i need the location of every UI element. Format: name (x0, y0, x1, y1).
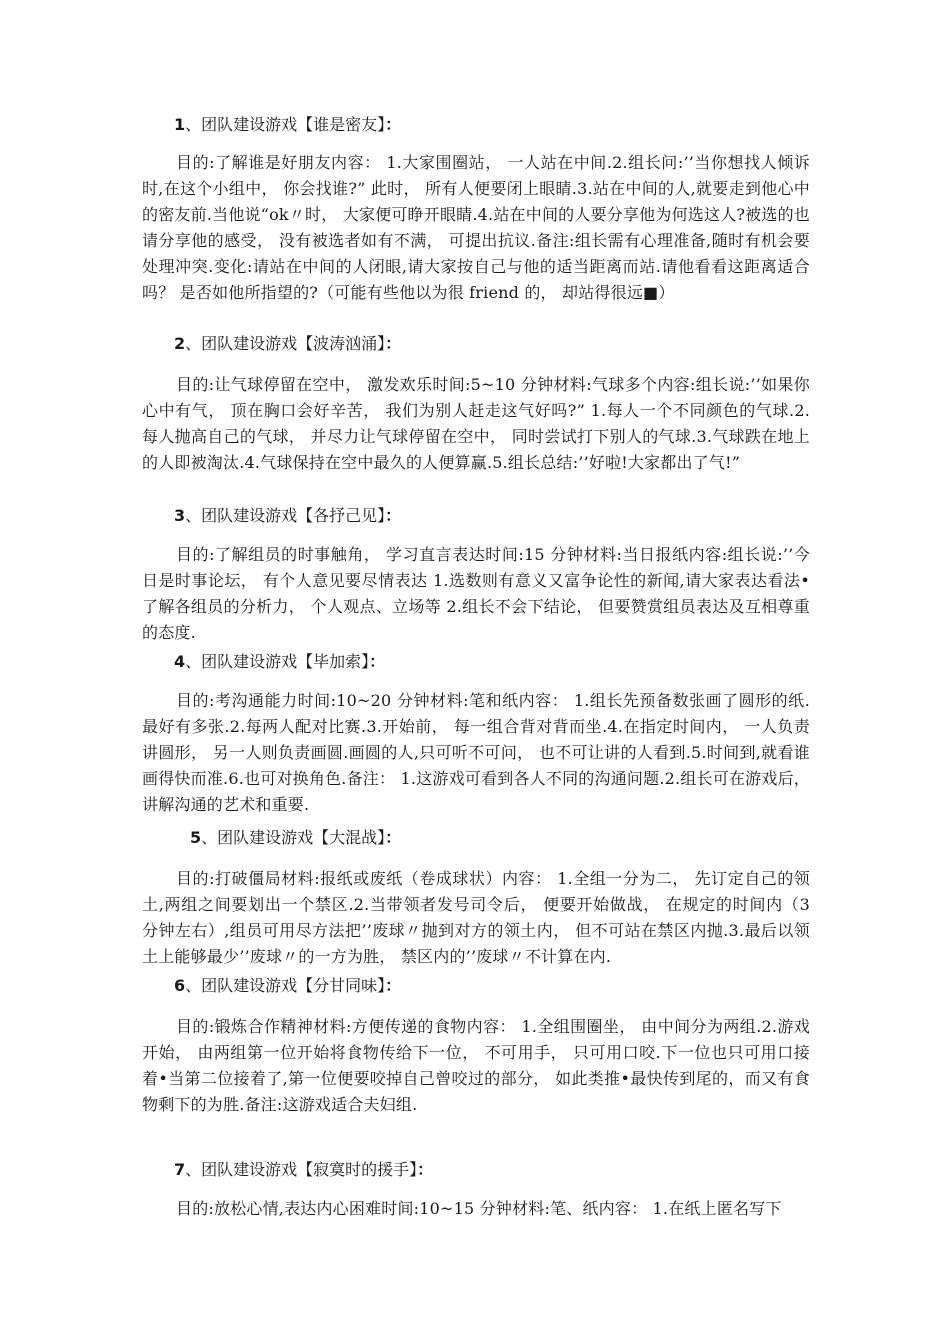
section-4-body: 目的:考沟通能力时间:10~20 分钟材料:笔和纸内容： 1.组长先预备数张画了圆形的纸.最好有多张.2.每两人配对比赛.3.开始前， 每一组合背对背而坐.4.在指定时间内， 一人负责讲圆形， 另一人则负责画圆.画圆的人,只可听不可问， 也不可让讲的人看到.5.时间到,就看谁画得快而准.6.也可对换角色.备注： 1.这游戏可看到各人不同的沟通问题.2.组长可在游戏后， 讲解沟通的艺术和重要. (142, 691, 810, 814)
section-3-heading: 3、团队建设游戏【各抒己见】： (174, 506, 402, 525)
section-3-body: 目的:了解组员的时事触角， 学习直言表达时间:15 分钟材料:当日报纸内容:组长说:’’今日是时事论坛， 有个人意见要尽情表达 1.选数则有意义又富争论性的新闻,请大家表达看法•了解各组员的分析力， 个人观点、立场等 2.组长不会下结论， 但要赞赏组员表达及互相尊重的态度. (142, 545, 810, 642)
section-number: 3 (174, 506, 186, 525)
section-1-body: 目的:了解谁是好朋友内容： 1.大家围圈站， 一人站在中间.2.组长问:’’当你想找人倾诉时,在这个小组中， 你会找谁?” 此时， 所有人便要闭上眼睛.3.站在中间的人,就要走到他心中的密友前.当他说“ok〃时， 大家便可睁开眼睛.4.站在中间的人要分享他为何选这人?被选的也请分享他的感受， 没有被选者如有不满， 可提出抗议.备注:组长需有心理准备,随时有机会要处理冲突.变化:请站在中间的人闭眼,请大家按自己与他的适当距离而站.请他看看这距离适合吗？ 是否如他所指望的?（可能有些他以为很 friend 的， 却站得很远■） (142, 153, 810, 302)
section-number: 1 (174, 115, 186, 134)
section-5-heading: 5、团队建设游戏【大混战】： (190, 828, 402, 847)
section-number: 4 (174, 652, 186, 671)
section-6-heading: 6、团队建设游戏【分甘同味】： (174, 976, 402, 995)
section-7-body: 目的:放松心情,表达内心困难时间:10~15 分钟材料:笔、纸内容： 1.在纸上匿名写下 (176, 1199, 782, 1218)
section-title: 、团队建设游戏【毕加索】 (185, 652, 370, 671)
section-title: 、团队建设游戏【寂寞时的援手】 (185, 1160, 418, 1179)
section-title: 、团队建设游戏【谁是密友】 (185, 115, 386, 134)
section-number: 7 (174, 1160, 186, 1179)
section-2-body: 目的:让气球停留在空中， 激发欢乐时间:5~10 分钟材料:气球多个内容:组长说:’’如果你心中有气， 顶在胸口会好辛苦， 我们为别人赶走这气好吗?” 1.每人一个不同颜色的气球.2.每人抛高自己的气球， 并尽力让气球停留在空中， 同时尝试打下别人的气球.3.气球跌在地上的人即被淘汰.4.气球保持在空中最久的人便算赢.5.组长总结:’’好啦!大家都出了气!” (142, 375, 810, 472)
section-number: 2 (174, 334, 186, 353)
section-2-heading: 2、团队建设游戏【波涛汹涌】： (174, 334, 402, 353)
section-7-heading: 7、团队建设游戏【寂寞时的援手】： (174, 1160, 434, 1179)
section-6-body: 目的:锻炼合作精神材料:方便传递的食物内容： 1.全组围圈坐， 由中间分为两组.2.游戏开始， 由两组第一位开始将食物传给下一位， 不可用手， 只可用口咬.下一位也只可用口接着•当第二位接着了,第一位便要咬掉自己曾咬过的部分， 如此类推•最快传到尾的，而又有食物剩下的为胜.备注:这游戏适合夫妇组. (142, 1017, 810, 1114)
section-number: 5 (190, 828, 202, 847)
section-title: 、团队建设游戏【大混战】 (201, 828, 386, 847)
section-4-heading: 4、团队建设游戏【毕加索】： (174, 652, 386, 671)
section-title: 、团队建设游戏【波涛汹涌】 (185, 334, 386, 353)
section-number: 6 (174, 976, 186, 995)
section-title: 、团队建设游戏【分甘同味】 (185, 976, 386, 995)
section-title: 、团队建设游戏【各抒己见】 (185, 506, 386, 525)
section-5-body: 目的:打破僵局材料:报纸或废纸（卷成球状）内容： 1.全组一分为二， 先订定自己的领土,两组之间要划出一个禁区.2.当带领者发号司令后， 便要开始做战， 在规定的时间内（3 分钟左右）,组员可用尽方法把’’废球〃抛到对方的领土内， 但不可站在禁区内抛.3.最后以领土上能够最少’’废球〃的一方为胜， 禁区内的’’废球〃不计算在内. (142, 869, 810, 966)
section-1-heading: 1、团队建设游戏【谁是密友】： (174, 115, 402, 134)
